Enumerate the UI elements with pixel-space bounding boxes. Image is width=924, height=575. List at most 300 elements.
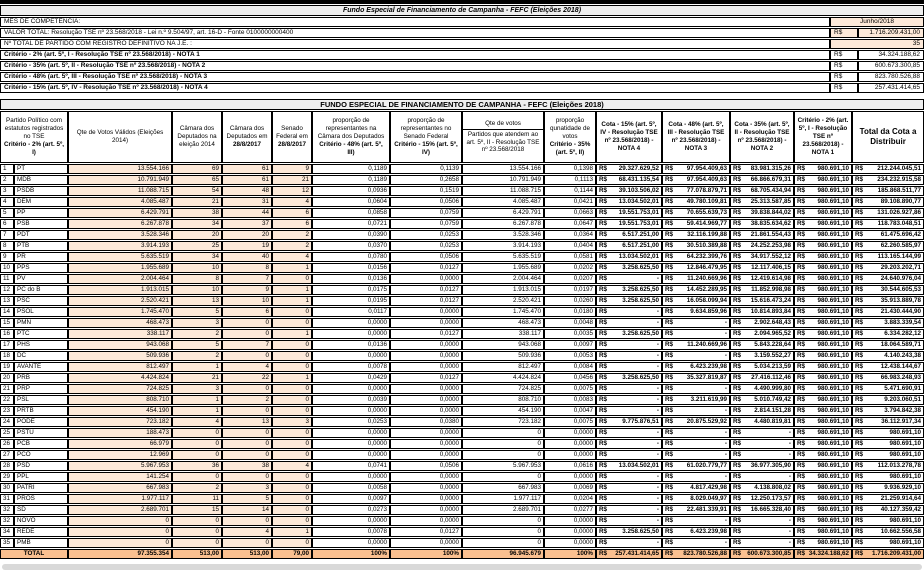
cell-dep2017: 6: [222, 307, 272, 317]
cell-sen2017: 0: [272, 395, 312, 405]
summary-label: MÊS DE COMPETÊNCIA:: [0, 17, 830, 27]
cell-dep2017: 38: [222, 461, 272, 471]
cell-crit2: [794, 296, 852, 306]
cell-cota15: [596, 329, 662, 339]
currency-symbol: R$: [665, 209, 674, 216]
money-value: 21.259.914,64: [880, 495, 922, 502]
currency-symbol: R$: [599, 451, 608, 458]
currency-symbol: R$: [855, 495, 864, 502]
party-name: PV: [14, 274, 68, 284]
money-value: 3.258.625,50: [622, 264, 659, 271]
cell-cota48: [662, 384, 730, 394]
party-name: PSOL: [14, 307, 68, 317]
cell-crit2: [794, 164, 852, 174]
party-row-PR: [0, 252, 924, 262]
cell-dep2014: 65: [172, 175, 222, 185]
cell-prop_35: 0,0048: [544, 318, 596, 328]
cell-votes2014: 724.825: [68, 384, 172, 394]
party-name: PSD: [14, 461, 68, 471]
cell-cota15: [596, 516, 662, 526]
cell-prop_cam: 0,0000: [312, 428, 390, 438]
party-row-PV: [0, 274, 924, 284]
money-value: -: [656, 341, 659, 348]
cell-dep2014: 21: [172, 373, 222, 383]
cell-prop_35: 0,0083: [544, 395, 596, 405]
row-number: 17: [0, 340, 14, 350]
cell-cota48: [662, 494, 730, 504]
currency-symbol: R$: [797, 209, 806, 216]
cell-prop_sen: 0,0759: [390, 219, 462, 229]
currency-symbol: R$: [797, 451, 806, 458]
money-value: 980.691,10: [817, 220, 849, 227]
currency-symbol: R$: [855, 319, 864, 326]
cell-total: [852, 296, 924, 306]
cell-prop_sen: 0,0000: [390, 516, 462, 526]
cell-total: [852, 208, 924, 218]
cell-prop_sen: 0,0000: [390, 494, 462, 504]
currency-symbol: R$: [665, 473, 674, 480]
cell-dep2014: 38: [172, 208, 222, 218]
cell-votes_art5: 1.745.470: [462, 307, 544, 317]
money-value: 3.258.625,50: [622, 286, 659, 293]
cell-cota15: [596, 472, 662, 482]
cell-sen2017: 0: [272, 472, 312, 482]
summary-row: [0, 50, 924, 60]
currency-symbol: R$: [733, 341, 742, 348]
currency-symbol: R$: [665, 220, 674, 227]
cell-crit2: [794, 362, 852, 372]
party-row-MDB: [0, 175, 924, 185]
cell-votes2014: 1.955.689: [68, 263, 172, 273]
currency-symbol: R$: [733, 242, 742, 249]
cell-dep2017: 0: [222, 406, 272, 416]
cell-total: [852, 395, 924, 405]
party-row-DEM: [0, 197, 924, 207]
currency-symbol: R$: [599, 209, 608, 216]
currency-symbol: R$: [665, 352, 674, 359]
cell-cota35: [730, 538, 794, 548]
party-name: PROS: [14, 494, 68, 504]
cell-cota35: [730, 208, 794, 218]
currency-symbol: R$: [797, 330, 806, 337]
currency-symbol: R$: [599, 286, 608, 293]
money-value: 24.252.253,98: [750, 242, 791, 249]
cell-crit2: [794, 527, 852, 537]
cell-votes2014: 11.088.715: [68, 186, 172, 196]
cell-cota15: [596, 252, 662, 262]
cell-total: [852, 318, 924, 328]
cell-votes_art5: 468.473: [462, 318, 544, 328]
currency-symbol: R$: [733, 165, 742, 172]
money-value: -: [724, 319, 727, 326]
currency-symbol: R$: [733, 209, 742, 216]
cell-cota48: [662, 307, 730, 317]
cell-prop_35: 0,1144: [544, 186, 596, 196]
cell-votes_art5: 6.267.878: [462, 219, 544, 229]
currency-symbol: R$: [797, 407, 806, 414]
cell-sen2017: 4: [272, 197, 312, 207]
currency-symbol: R$: [599, 484, 608, 491]
money-value: -: [788, 440, 791, 447]
cell-crit2: [794, 373, 852, 383]
cell-prop_cam: 0,0117: [312, 307, 390, 317]
cell-cota35: [730, 351, 794, 361]
cell-prop_sen: 0,0127: [390, 285, 462, 295]
party-row-PT: [0, 164, 924, 174]
party-row-AVANTE: [0, 362, 924, 372]
currency-symbol: R$: [733, 176, 742, 183]
money-value: 980.691,10: [889, 429, 922, 436]
money-value: -: [656, 363, 659, 370]
cell-dep2017: 0: [222, 450, 272, 460]
money-value: 980.691,10: [817, 385, 849, 392]
currency-symbol: R$: [733, 198, 742, 205]
summary-value: 600.673.300,85: [858, 61, 924, 71]
cell-prop_cam: 0,0078: [312, 527, 390, 537]
cell-prop_cam: 0,0175: [312, 285, 390, 295]
cell-crit2: [794, 406, 852, 416]
currency-symbol: R$: [733, 319, 742, 326]
money-value: 70.655.639,73: [686, 209, 727, 216]
money-value: -: [724, 451, 727, 458]
currency-symbol: R$: [855, 506, 864, 513]
party-row-PSOL: [0, 307, 924, 317]
currency-symbol: R$: [797, 297, 806, 304]
cell-cota35: [730, 417, 794, 427]
cell-dep2014: 0: [172, 428, 222, 438]
cell-dep2017: 4: [222, 362, 272, 372]
currency-symbol: R$: [599, 176, 608, 183]
currency-symbol: R$: [797, 264, 806, 271]
party-row-PATRI: [0, 483, 924, 493]
cell-crit2: [794, 538, 852, 548]
cell-votes2014: 6.267.878: [68, 219, 172, 229]
money-value: -: [724, 440, 727, 447]
cell-dep2017: 7: [222, 340, 272, 350]
cell-crit2: [794, 329, 852, 339]
total-cell-crit2: [794, 549, 852, 559]
money-value: 4.140.243,38: [884, 352, 922, 359]
money-value: 11.240.669,96: [687, 275, 727, 282]
horizontal-scrollbar[interactable]: [2, 564, 922, 570]
cell-sen2017: 0: [272, 428, 312, 438]
cell-cota15: [596, 417, 662, 427]
cell-votes_art5: 1.913.015: [462, 285, 544, 295]
cell-prop_sen: 0,0000: [390, 351, 462, 361]
currency-symbol: R$: [599, 385, 608, 392]
cell-prop_sen: 0,0000: [390, 274, 462, 284]
money-value: 823.780.526,88: [683, 550, 727, 557]
party-row-PPS: [0, 263, 924, 273]
cell-prop_cam: 0,0000: [312, 516, 390, 526]
cell-cota35: [730, 450, 794, 460]
row-number: 25: [0, 428, 14, 438]
cell-prop_sen: 0,1519: [390, 186, 462, 196]
cell-dep2017: 14: [222, 505, 272, 515]
money-value: 18.064.589,71: [880, 341, 922, 348]
cell-prop_cam: 0,0370: [312, 241, 390, 251]
row-number: 15: [0, 318, 14, 328]
column-header-crit2: Critério - 2% (art. 5º, I - Resolução TSE nº 23.568/2018) - NOTA 1: [794, 111, 852, 163]
money-value: -: [656, 473, 659, 480]
currency-symbol: R$: [665, 528, 674, 535]
currency-symbol: R$: [855, 341, 864, 348]
cell-prop_cam: 0,0000: [312, 318, 390, 328]
cell-votes2014: 4.085.487: [68, 197, 172, 207]
cell-dep2014: 10: [172, 263, 222, 273]
cell-cota35: [730, 483, 794, 493]
money-value: 3.883.339,54: [884, 319, 922, 326]
currency-symbol: R$: [599, 297, 608, 304]
cell-votes_art5: 13.554.166: [462, 164, 544, 174]
currency-symbol: R$: [855, 352, 864, 359]
party-name: PPS: [14, 263, 68, 273]
cell-sen2017: 9: [272, 164, 312, 174]
cell-sen2017: 0: [272, 318, 312, 328]
cell-votes_art5: 509.936: [462, 351, 544, 361]
cell-prop_cam: 0,0078: [312, 362, 390, 372]
money-value: 980.691,10: [817, 242, 849, 249]
cell-crit2: [794, 307, 852, 317]
row-number: 31: [0, 494, 14, 504]
total-cell-prop_cam: 100%: [312, 549, 390, 559]
cell-cota48: [662, 263, 730, 273]
cell-prop_sen: 0,0000: [390, 340, 462, 350]
row-number: 18: [0, 351, 14, 361]
currency-symbol: R$: [733, 484, 742, 491]
cell-crit2: [794, 439, 852, 449]
cell-crit2: [794, 252, 852, 262]
cell-cota48: [662, 406, 730, 416]
cell-prop_sen: 0,0000: [390, 395, 462, 405]
cell-prop_sen: 0,0506: [390, 197, 462, 207]
party-row-PTB: [0, 241, 924, 251]
cell-prop_cam: 0,0039: [312, 395, 390, 405]
cell-votes2014: 5.635.519: [68, 252, 172, 262]
cell-prop_35: 0,0180: [544, 307, 596, 317]
money-value: 59.414.969,77: [686, 220, 727, 227]
cell-votes2014: 3.914.193: [68, 241, 172, 251]
money-value: 5.010.749,42: [754, 396, 791, 403]
money-value: 36.112.917,34: [881, 418, 922, 425]
party-name: PTC: [14, 329, 68, 339]
money-value: 35.327.819,87: [686, 374, 727, 381]
money-value: -: [656, 451, 659, 458]
cell-dep2014: 3: [172, 318, 222, 328]
currency-symbol: R$: [855, 187, 864, 194]
money-value: 185.868.511,77: [877, 187, 922, 194]
cell-dep2017: 22: [222, 373, 272, 383]
cell-votes2014: 0: [68, 516, 172, 526]
cell-cota15: [596, 307, 662, 317]
cell-sen2017: 4: [272, 461, 312, 471]
party-row-PRB: [0, 373, 924, 383]
currency-symbol: R$: [797, 517, 806, 524]
cell-cota15: [596, 538, 662, 548]
money-value: -: [788, 528, 791, 535]
money-value: -: [656, 407, 659, 414]
column-header-dep2014: Câmara dos Deputados na eleição 2014: [172, 111, 222, 163]
cell-cota48: [662, 538, 730, 548]
money-value: 980.691,10: [817, 517, 849, 524]
cell-total: [852, 384, 924, 394]
money-value: 6.517.251,00: [622, 242, 659, 249]
cell-prop_35: 0,1113: [544, 175, 596, 185]
cell-sen2017: 0: [272, 307, 312, 317]
money-value: 980.691,10: [889, 539, 922, 546]
money-value: 980.691,10: [817, 264, 849, 271]
cell-prop_sen: 0,0127: [390, 527, 462, 537]
currency-symbol: R$: [855, 209, 864, 216]
money-value: 21.861.554,43: [750, 231, 791, 238]
currency-symbol: R$: [665, 187, 674, 194]
cell-prop_35: 0,0204: [544, 494, 596, 504]
cell-cota15: [596, 241, 662, 251]
currency-symbol: R$: [855, 264, 864, 271]
cell-total: [852, 538, 924, 548]
cell-sen2017: 4: [272, 252, 312, 262]
row-number: 7: [0, 230, 14, 240]
currency-symbol: R$: [797, 396, 806, 403]
cell-total: [852, 197, 924, 207]
cell-prop_cam: 0,0721: [312, 219, 390, 229]
money-value: 15.616.473,24: [750, 297, 791, 304]
money-value: 980.691,10: [817, 407, 849, 414]
cell-sen2017: 0: [272, 351, 312, 361]
summary-label: Critério - 48% (art. 5º, III - Resolução TSE nº 23.568/2018) - NOTA 3: [0, 72, 830, 82]
cell-cota15: [596, 208, 662, 218]
column-header-prop_sen: proporção de representantes no Senado Federal Critério - 15% (art. 5º, IV): [390, 111, 462, 163]
party-name: PSL: [14, 395, 68, 405]
currency-symbol: R$: [797, 220, 806, 227]
money-value: 9.775.876,51: [622, 418, 659, 425]
money-value: 3.211.619,99: [690, 396, 727, 403]
money-value: -: [656, 352, 659, 359]
party-name: DC: [14, 351, 68, 361]
cell-dep2014: 8: [172, 274, 222, 284]
row-number: 29: [0, 472, 14, 482]
cell-dep2017: 40: [222, 252, 272, 262]
summary-value: 257.431.414,65: [858, 83, 924, 93]
cell-dep2014: 2: [172, 483, 222, 493]
cell-crit2: [794, 494, 852, 504]
cell-cota48: [662, 164, 730, 174]
cell-crit2: [794, 175, 852, 185]
money-value: 980.691,10: [817, 176, 849, 183]
cell-prop_35: 0,0647: [544, 219, 596, 229]
currency-symbol: R$: [830, 61, 858, 71]
party-name: PDT: [14, 230, 68, 240]
currency-symbol: R$: [855, 165, 864, 172]
currency-symbol: R$: [599, 319, 608, 326]
cell-dep2014: 0: [172, 450, 222, 460]
party-name: PMB: [14, 538, 68, 548]
summary-value: Junho/2018: [830, 17, 924, 27]
cell-cota15: [596, 527, 662, 537]
row-number: 26: [0, 439, 14, 449]
cell-sen2017: 1: [272, 329, 312, 339]
money-value: 12.438.144,67: [880, 363, 922, 370]
currency-symbol: R$: [665, 462, 674, 469]
row-number: 14: [0, 307, 14, 317]
cell-cota48: [662, 527, 730, 537]
cell-cota15: [596, 439, 662, 449]
cell-total: [852, 186, 924, 196]
cell-dep2017: 19: [222, 241, 272, 251]
money-value: 64.232.399,76: [686, 253, 727, 260]
money-value: 980.691,10: [817, 341, 849, 348]
cell-cota15: [596, 175, 662, 185]
currency-symbol: R$: [797, 550, 806, 557]
cell-prop_cam: 0,0741: [312, 461, 390, 471]
column-header-total: Total da Cota a Distribuir: [852, 111, 924, 163]
currency-symbol: R$: [797, 539, 806, 546]
currency-symbol: R$: [797, 440, 806, 447]
row-number: 24: [0, 417, 14, 427]
cell-dep2014: 11: [172, 494, 222, 504]
currency-symbol: R$: [665, 231, 674, 238]
cell-cota35: [730, 362, 794, 372]
cell-dep2014: 3: [172, 384, 222, 394]
currency-symbol: R$: [599, 330, 608, 337]
currency-symbol: R$: [855, 396, 864, 403]
cell-prop_cam: 0,0000: [312, 329, 390, 339]
money-value: -: [656, 385, 659, 392]
currency-symbol: R$: [599, 242, 608, 249]
cell-crit2: [794, 263, 852, 273]
party-name: PR: [14, 252, 68, 262]
money-value: 257.431.414,65: [615, 550, 659, 557]
cell-cota15: [596, 186, 662, 196]
money-value: 3.794.842,38: [884, 407, 922, 414]
summary-value: 35: [830, 39, 924, 49]
currency-symbol: R$: [855, 418, 864, 425]
cell-cota35: [730, 274, 794, 284]
money-value: -: [656, 429, 659, 436]
cell-cota35: [730, 384, 794, 394]
cell-dep2014: 54: [172, 186, 222, 196]
cell-cota48: [662, 373, 730, 383]
money-value: -: [788, 517, 791, 524]
currency-symbol: R$: [733, 264, 742, 271]
cell-prop_sen: 0,0127: [390, 263, 462, 273]
cell-dep2014: 4: [172, 417, 222, 427]
cell-total: [852, 263, 924, 273]
cell-dep2017: 0: [222, 329, 272, 339]
cell-cota48: [662, 516, 730, 526]
money-value: 980.691,10: [817, 198, 849, 205]
cell-prop_sen: 0,0000: [390, 362, 462, 372]
cell-cota48: [662, 230, 730, 240]
currency-symbol: R$: [797, 165, 806, 172]
money-value: 30.510.389,88: [686, 242, 727, 249]
cell-total: [852, 483, 924, 493]
cell-cota35: [730, 329, 794, 339]
currency-symbol: R$: [665, 506, 674, 513]
cell-prop_sen: 0,0127: [390, 329, 462, 339]
money-value: 980.691,10: [817, 165, 849, 172]
cell-cota15: [596, 318, 662, 328]
cell-cota15: [596, 373, 662, 383]
party-name: AVANTE: [14, 362, 68, 372]
money-value: 4.480.819,81: [754, 418, 791, 425]
currency-symbol: R$: [733, 517, 742, 524]
cell-prop_sen: 0,0127: [390, 373, 462, 383]
money-value: -: [656, 484, 659, 491]
currency-symbol: R$: [855, 484, 864, 491]
currency-symbol: R$: [797, 341, 806, 348]
cell-prop_sen: 0,0506: [390, 252, 462, 262]
